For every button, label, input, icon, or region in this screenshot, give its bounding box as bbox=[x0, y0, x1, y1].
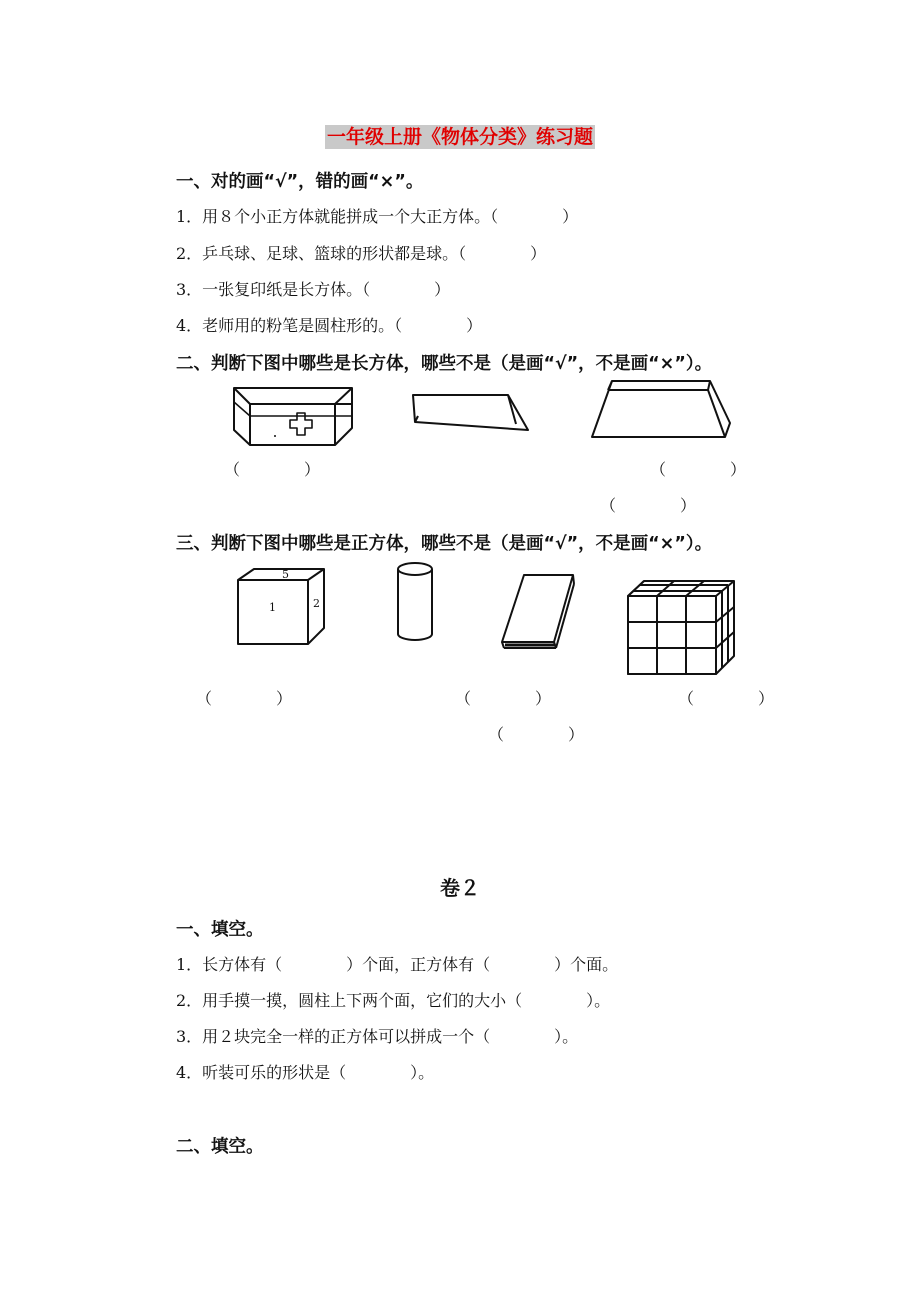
part1-question-1: 1．用８个小正方体就能拼成一个大正方体。（ ） bbox=[176, 207, 579, 226]
juan2-section1-heading: 一、填空。 bbox=[176, 920, 264, 940]
part3-heading: 三、判断下图中哪些是正方体，哪些不是（是画“√”，不是画“×”）。 bbox=[176, 534, 713, 554]
part3-answer-box-3[interactable]: （ ） bbox=[678, 689, 775, 708]
part1-question-2: 2．乒乓球、足球、篮球的形状都是球。（ ） bbox=[176, 244, 547, 263]
part2-answer-box-3[interactable]: （ ） bbox=[600, 496, 697, 515]
juan2-question-2: 2．用手摸一摸，圆柱上下两个面，它们的大小（ ）。 bbox=[176, 991, 611, 1010]
trapezoid-prism-figure bbox=[588, 378, 740, 442]
thin-slab-figure bbox=[410, 392, 532, 436]
part3-answer-box-4[interactable]: （ ） bbox=[488, 725, 585, 744]
book-figure bbox=[498, 570, 578, 652]
part2-answer-box-1[interactable]: （ ） bbox=[224, 460, 321, 479]
juan2-question-3: 3．用２块完全一样的正方体可以拼成一个（ ）。 bbox=[176, 1027, 579, 1046]
cube-face-number-front: 1 bbox=[269, 601, 276, 614]
cube-face-number-top: 5 bbox=[282, 568, 289, 581]
rubiks-cube-figure bbox=[624, 578, 738, 678]
part1-question-4: 4．老师用的粉笔是圆柱形的。（ ） bbox=[176, 316, 483, 335]
juan2-question-1: 1．长方体有（ ）个面，正方体有（ ）个面。 bbox=[176, 955, 619, 974]
part1-question-3: 3．一张复印纸是长方体。（ ） bbox=[176, 280, 451, 299]
page-title: 一年级上册《物体分类》练习题 bbox=[326, 126, 593, 148]
part2-answer-box-2[interactable]: （ ） bbox=[650, 460, 747, 479]
juan2-section2-heading: 二、填空。 bbox=[176, 1137, 264, 1157]
part2-heading: 二、判断下图中哪些是长方体，哪些不是（是画“√”，不是画“×”）。 bbox=[176, 354, 713, 374]
juan2-question-4: 4．听装可乐的形状是（ ）。 bbox=[176, 1063, 435, 1082]
part3-answer-box-2[interactable]: （ ） bbox=[455, 689, 552, 708]
cylinder-figure bbox=[392, 560, 438, 646]
part3-answer-box-1[interactable]: （ ） bbox=[196, 689, 293, 708]
cube-face-number-side: 2 bbox=[313, 597, 320, 610]
numbered-cube-figure bbox=[234, 566, 328, 648]
section-title-juan2: 卷２ bbox=[440, 876, 480, 900]
first-aid-box-figure bbox=[230, 382, 360, 450]
part1-heading: 一、对的画“√”，错的画“×”。 bbox=[176, 172, 424, 192]
